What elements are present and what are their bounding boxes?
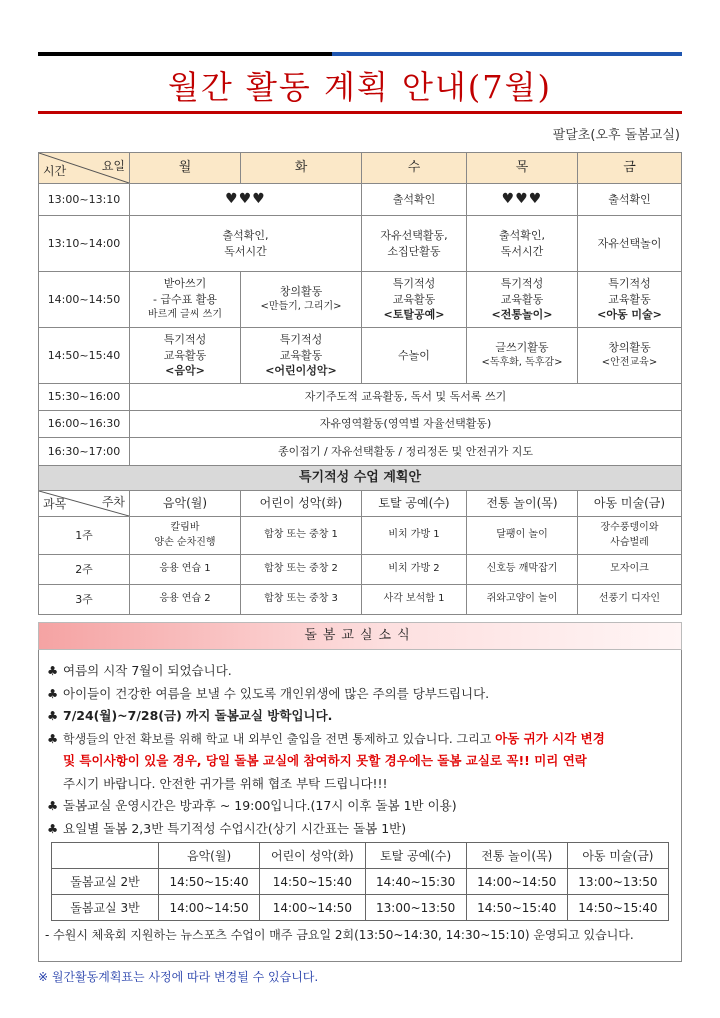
plan-cell: 선풍기 디자인 [578, 585, 682, 615]
week-row [39, 555, 682, 585]
subject-header: 어린이 성악(화) [241, 491, 362, 517]
news-item [47, 660, 675, 683]
time-cell: 15:30~16:00 [39, 384, 130, 411]
club-icon: ♣ [47, 820, 59, 836]
schedule-row [39, 411, 682, 438]
news-box [38, 650, 682, 962]
schedule-row [39, 272, 682, 328]
day-header: 수 [362, 153, 467, 184]
plan-cell: 합창 또는 중창 3 [241, 585, 362, 615]
activity-cell: 출석확인 [362, 184, 467, 216]
cell-line: 독서시간 [500, 244, 544, 258]
cell-line: 출석확인, [498, 228, 545, 242]
cell-line: <안전교육> [601, 357, 658, 369]
cell-line: 교육활동 [608, 292, 651, 306]
cell-line: 칼림바 [170, 522, 200, 533]
news-text: 7/24(월)~7/28(금) 까지 돌봄교실 방학입니다. [63, 708, 333, 723]
class-name: 돌봄교실 3반 [52, 895, 159, 921]
news-text: 아이들이 건강한 여름을 보낼 수 있도록 개인위생에 많은 주의를 당부드립니다. [63, 685, 490, 701]
cell-line: <음악> [165, 364, 205, 378]
plan-cell [578, 517, 682, 555]
page-title: 월간 활동 계획 안내(7월) [167, 68, 553, 106]
time-cell: 14:50~15:40 [39, 328, 130, 384]
cell-line: 장수풍뎅이와 [600, 522, 659, 533]
activity-cell [241, 272, 362, 328]
schedule-row [39, 438, 682, 466]
plan-cell: 응용 연습 2 [130, 585, 241, 615]
class-time-header [52, 843, 669, 869]
subject-header: 전통 놀이(목) [466, 843, 567, 869]
activity-cell [578, 272, 682, 328]
cell-line: 글쓰기활동 [495, 341, 549, 355]
news-item-cont [47, 750, 675, 773]
class-time: 13:00~13:50 [567, 869, 668, 895]
school-name: 팔달초(오후 돌봄교실) [552, 128, 680, 143]
cell-line: <어린이성악> [265, 364, 337, 378]
plan-cell: 응용 연습 1 [130, 555, 241, 585]
news-highlight: 아동 귀가 시각 변경 [495, 730, 605, 746]
activity-cell [362, 272, 467, 328]
week-row [39, 517, 682, 555]
activity-cell [467, 328, 578, 384]
news-text: 요일별 돌봄 2,3반 특기적성 수업시간(상기 시간표는 돌봄 1반) [63, 820, 407, 836]
schedule-row [39, 184, 682, 216]
subject-corner-cell [39, 491, 130, 517]
time-cell: 16:00~16:30 [39, 411, 130, 438]
cell-line: 교육활동 [392, 292, 436, 306]
corner-cell [39, 153, 130, 184]
news-list [47, 660, 675, 840]
title-underline [38, 111, 682, 114]
cell-line: <아동 미술> [597, 308, 662, 322]
cell-line: 양손 순차진행 [154, 536, 216, 548]
cell-line: - 급수표 활용 [152, 293, 218, 307]
news-item-cont [47, 773, 675, 796]
day-header: 월 [130, 153, 241, 184]
cell-line: <독후화, 독후감> [481, 357, 563, 369]
cell-line: 창의활동 [279, 285, 323, 299]
club-icon: ♣ [47, 798, 59, 813]
cell-line: 출석확인, [222, 228, 269, 242]
cell-line: 바르게 글씨 쓰기 [148, 309, 222, 321]
cell-line: <토탈공예> [383, 308, 445, 322]
plan-cell: 사각 보석함 1 [362, 585, 467, 615]
week-cell: 1주 [39, 517, 130, 555]
activity-cell: 자기주도적 교육활동, 독서 및 독서록 쓰기 [130, 384, 682, 411]
news-item [47, 705, 675, 728]
blank-cell [52, 843, 159, 869]
plan-cell: 달팽이 놀이 [467, 517, 578, 555]
club-icon: ♣ [47, 730, 59, 746]
club-icon: ♣ [47, 708, 59, 723]
hearts-cell: ♥♥♥ [467, 184, 578, 216]
cell-line: 특기적성 [500, 276, 544, 290]
activity-cell: 출석확인 [578, 184, 682, 216]
subject-header: 음악(월) [159, 843, 260, 869]
news-heading: 돌봄교실소식 [38, 622, 682, 650]
week-cell: 2주 [39, 555, 130, 585]
cell-line: 교육활동 [500, 292, 544, 306]
cell-line: 독서시간 [224, 244, 267, 258]
plan-cell: 비치 가방 2 [362, 555, 467, 585]
corner-day: 요일 [101, 159, 125, 173]
subject-header: 전통 놀이(목) [467, 491, 578, 517]
news-footer: - 수원시 체육회 지원하는 뉴스포츠 수업이 매주 금요일 2회(13:50~14:30, 14:30~15:10) 운영되고 있습니다. [45, 928, 634, 942]
cell-line: 창의활동 [608, 341, 651, 355]
class-time: 14:50~15:40 [159, 869, 260, 895]
hearts-cell: ♥♥♥ [130, 184, 362, 216]
cell-line: 특기적성 [279, 332, 323, 346]
schedule-table [38, 152, 682, 615]
cell-line: 소집단활동 [387, 244, 441, 258]
activity-cell: 종이접기 / 자유선택활동 / 정리정돈 및 안전귀가 지도 [130, 438, 682, 466]
plan-cell: 합창 또는 중창 2 [241, 555, 362, 585]
activity-cell: 수놀이 [362, 328, 467, 384]
class-time: 14:00~14:50 [260, 895, 365, 921]
day-header: 금 [578, 153, 682, 184]
class-time: 13:00~13:50 [365, 895, 466, 921]
corner-week: 주차 [101, 495, 125, 509]
news-text: 주시기 바랍니다. 안전한 귀가를 위해 협조 부탁 드립니다!!! [63, 775, 388, 791]
day-header: 목 [467, 153, 578, 184]
cell-line: <전통놀이> [491, 308, 553, 322]
activity-cell [130, 328, 241, 384]
cell-line: 교육활동 [163, 348, 207, 362]
activity-cell: 자유선택놀이 [578, 216, 682, 272]
cell-line: 자유선택활동, [380, 228, 448, 242]
plan-cell [130, 517, 241, 555]
day-header: 화 [241, 153, 362, 184]
subject-header: 음악(월) [130, 491, 241, 517]
news-highlight: 및 특이사항이 있을 경우, 당일 돌봄 교실에 참여하지 못할 경우에는 돌봄 교실로 꼭!! 미리 연락 [63, 753, 587, 768]
activity-cell [578, 328, 682, 384]
schedule-row [39, 216, 682, 272]
section-row [39, 466, 682, 491]
activity-cell [130, 216, 362, 272]
subject-header: 아동 미술(금) [567, 843, 668, 869]
week-cell: 3주 [39, 585, 130, 615]
time-cell: 13:00~13:10 [39, 184, 130, 216]
section-title: 특기적성 수업 계획안 [39, 466, 682, 491]
activity-cell [467, 216, 578, 272]
class-name: 돌봄교실 2반 [52, 869, 159, 895]
news-text: 학생들의 안전 확보를 위해 학교 내 외부인 출입을 전면 통제하고 있습니다. 그리고 [63, 731, 496, 746]
class-time-table [51, 842, 669, 921]
plan-cell: 비치 가방 1 [362, 517, 467, 555]
activity-cell [130, 272, 241, 328]
cell-line: 받아쓰기 [163, 277, 207, 291]
time-cell: 16:30~17:00 [39, 438, 130, 466]
cell-line: 특기적성 [163, 332, 207, 346]
class-time: 14:40~15:30 [365, 869, 466, 895]
subject-header: 토탈 공예(수) [365, 843, 466, 869]
subject-header-row [39, 491, 682, 517]
activity-cell [467, 272, 578, 328]
class-time: 14:00~14:50 [466, 869, 567, 895]
plan-cell: 모자이크 [578, 555, 682, 585]
class-time-row [52, 869, 669, 895]
time-cell: 14:00~14:50 [39, 272, 130, 328]
plan-cell: 합창 또는 중창 1 [241, 517, 362, 555]
cell-line: 특기적성 [392, 276, 436, 290]
schedule-row [39, 328, 682, 384]
week-row [39, 585, 682, 615]
class-time: 14:50~15:40 [260, 869, 365, 895]
news-item [47, 728, 675, 751]
plan-cell: 쥐와고양이 놀이 [467, 585, 578, 615]
club-icon: ♣ [47, 663, 59, 678]
title-accent-bar [332, 52, 682, 56]
class-time: 14:00~14:50 [159, 895, 260, 921]
news-item [47, 818, 675, 841]
news-text: 돌봄교실 운영시간은 방과후 ~ 19:00입니다.(17시 이후 돌봄 1반 이용) [63, 798, 457, 813]
subject-header: 토탈 공예(수) [362, 491, 467, 517]
activity-cell [241, 328, 362, 384]
activity-cell [362, 216, 467, 272]
cell-line: <만들기, 그리기> [260, 301, 342, 313]
class-time: 14:50~15:40 [466, 895, 567, 921]
club-icon: ♣ [47, 685, 59, 701]
news-item [47, 795, 675, 818]
corner-subject: 과목 [43, 496, 67, 511]
class-time-row [52, 895, 669, 921]
corner-time: 시간 [43, 163, 67, 178]
cell-line: 특기적성 [608, 276, 651, 290]
schedule-row [39, 384, 682, 411]
title-box [38, 52, 682, 114]
news-item [47, 683, 675, 706]
subject-header: 어린이 성악(화) [260, 843, 365, 869]
change-notice: ※ 월간활동계획표는 사정에 따라 변경될 수 있습니다. [38, 970, 319, 984]
time-cell: 13:10~14:00 [39, 216, 130, 272]
subject-header: 아동 미술(금) [578, 491, 682, 517]
activity-cell: 자유영역활동(영역별 자율선택활동) [130, 411, 682, 438]
plan-cell: 신호등 깨막잡기 [467, 555, 578, 585]
class-time: 14:50~15:40 [567, 895, 668, 921]
cell-line: 교육활동 [279, 348, 323, 362]
news-text: 여름의 시작 7월이 되었습니다. [63, 663, 232, 678]
cell-line: 사슴벌레 [610, 536, 649, 548]
